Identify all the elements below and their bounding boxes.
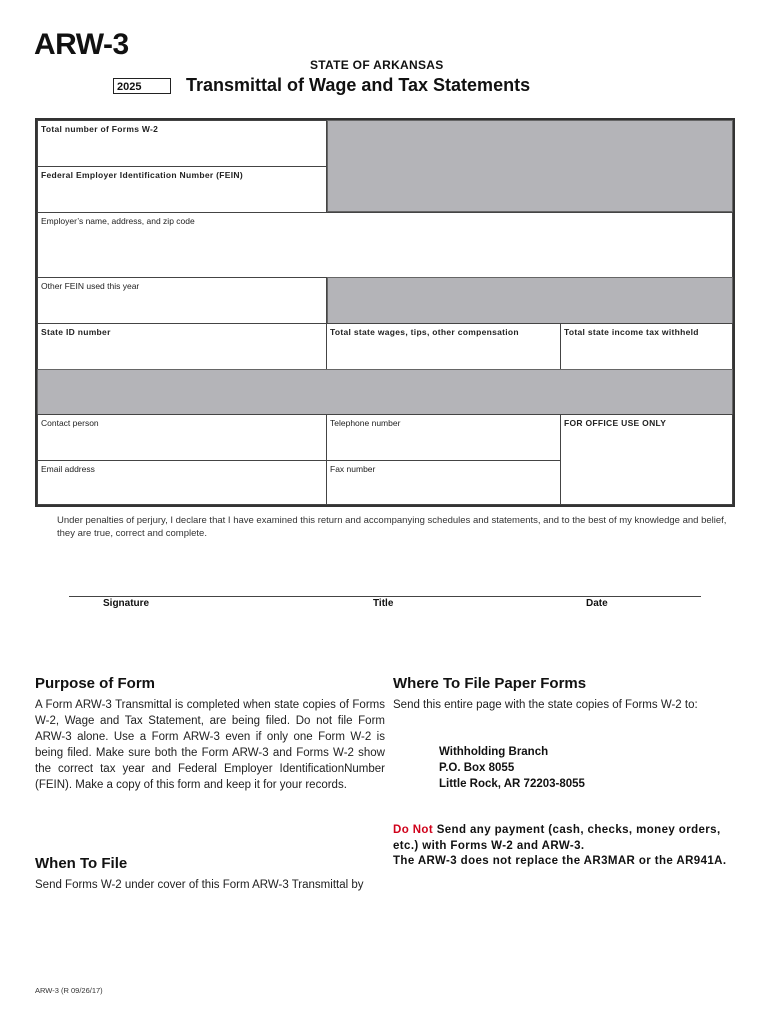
telephone-label: Telephone number [330,418,401,428]
when-text: Send Forms W-2 under cover of this Form ARW-3 Transmittal by [35,879,364,891]
state-id-label: State ID number [41,327,111,337]
fein-label: Federal Employer Identification Number (FEIN) [41,170,243,180]
employer-address-label: Employer’s name, address, and zip code [41,216,195,226]
do-not-text: Do Not [393,824,434,836]
office-use-box [560,414,733,505]
where-heading: Where To File Paper Forms [393,675,587,692]
tax-year-field[interactable]: 2025 [113,78,171,94]
form-grid [35,118,735,507]
mailing-address [439,744,585,792]
shaded-area-top [327,120,733,212]
address-line-2: P.O. Box 8055 [439,762,515,774]
date-label: Date [586,598,608,609]
total-forms-label: Total number of Forms W-2 [41,124,159,134]
shaded-band [37,369,733,415]
address-line-3: Little Rock, AR 72203-8055 [439,778,585,790]
purpose-text: A Form ARW-3 Transmittal is completed when state copies of Forms W-2, Wage and Tax Statement, are being filed. Do not file Form ARW-3 alone. Use a Form ARW-3 even if only one Form W-2 is being filed. Make sure both the Form ARW-3 and Forms W-2 show the correct tax year and Federal Employer IdentificationNumber (FEIN). Make a copy of this form and keep it for your records. [35,699,385,791]
payment-warning [393,823,743,870]
total-forms-field[interactable] [37,120,327,167]
state-tax-label: Total state income tax withheld [564,327,699,337]
where-text: Send this entire page with the state copies of Forms W-2 to: [393,699,698,711]
email-label: Email address [41,464,95,474]
other-fein-field[interactable] [37,277,327,324]
email-field[interactable] [37,460,327,505]
shaded-area-middle [327,277,733,324]
title-label: Title [373,598,394,609]
state-wages-label: Total state wages, tips, other compensation [330,327,519,337]
form-number: ARW-3 [34,28,129,61]
state-wages-field[interactable] [326,323,561,370]
perjury-declaration: Under penalties of perjury, I declare that I have examined this return and accompanying schedules and statements, and to the best of my knowledge and belief, they are true, correct and complete. [57,515,727,539]
replacement-note: The ARW-3 does not replace the AR3MAR or the AR941A. [393,855,727,867]
signature-label: Signature [103,598,150,609]
employer-address-field[interactable] [37,212,733,278]
telephone-field[interactable] [326,414,561,461]
contact-person-field[interactable] [37,414,327,461]
fein-field[interactable] [37,166,327,213]
office-use-label: FOR OFFICE USE ONLY [564,418,667,428]
fax-field[interactable] [326,460,561,505]
purpose-heading: Purpose of Form [35,675,156,692]
state-heading: STATE OF ARKANSAS [310,58,444,72]
address-line-1: Withholding Branch [439,746,549,758]
signature-line[interactable] [69,596,701,597]
when-heading: When To File [35,855,128,872]
contact-person-label: Contact person [41,418,99,428]
form-title: Transmittal of Wage and Tax Statements [186,75,531,95]
warning-text: Send any payment (cash, checks, money orders, etc.) with Forms W-2 and ARW-3. [393,824,721,852]
state-id-field[interactable] [37,323,327,370]
revision-code: ARW-3 (R 09/26/17) [35,986,103,995]
state-tax-field[interactable] [560,323,733,370]
other-fein-label: Other FEIN used this year [41,281,140,291]
fax-label: Fax number [330,464,376,474]
